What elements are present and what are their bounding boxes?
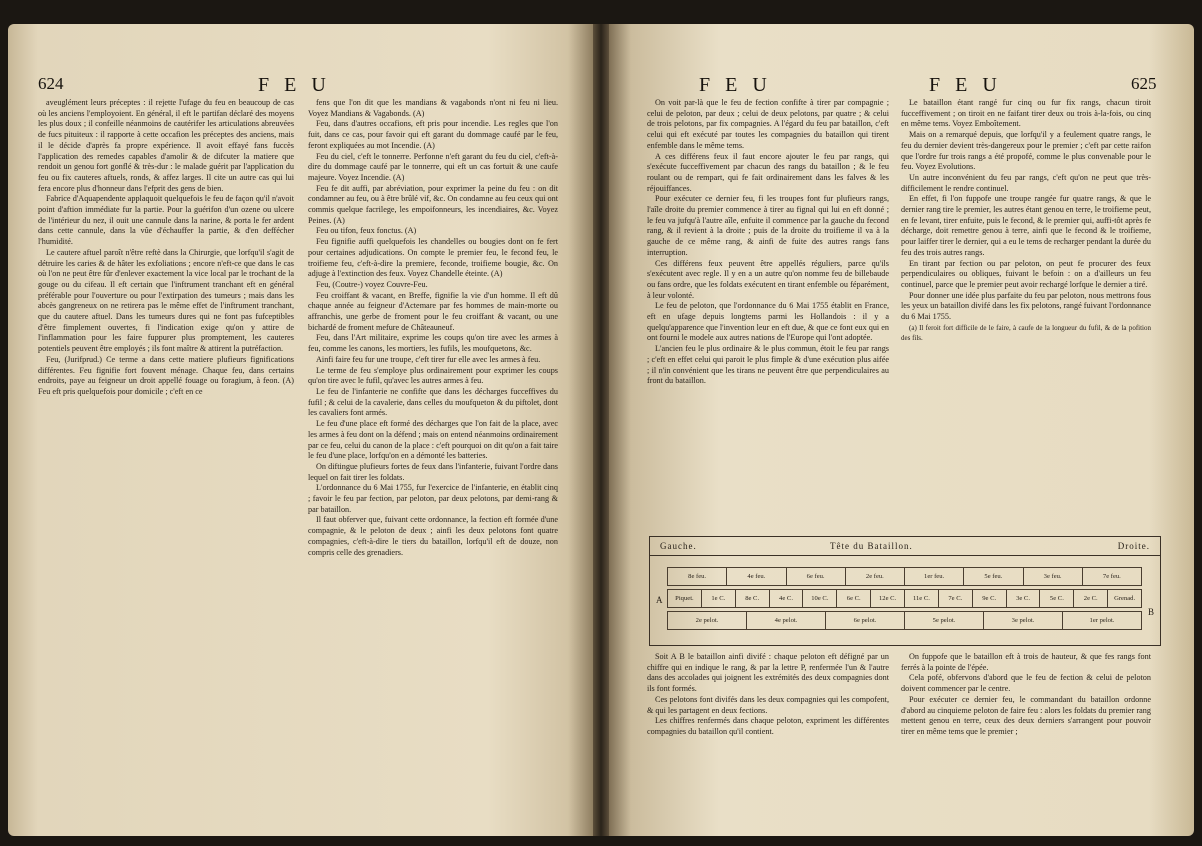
table-cell: 8e C. [735,589,770,608]
paragraph: Le feu d'une place eft formé des décharges que l'on fait de la place, avec les armes à feu dont on la défend ; mais on entend néanmoins ordinairement par ce feu, celui du canon de la place : c'eft pourquoi on dit qu'on a fait taire le feu d'une place, lorfqu'on en a démonté les batteries. [308,419,558,461]
running-title: F E U [699,74,772,96]
paragraph: Feu, dans l'Art militaire, exprime les coups qu'on tire avec les armes à feu, comme les canons, les mortiers, les fufils, les moufquetons, &c. [308,333,558,354]
table-cell: 12e C. [870,589,905,608]
table-cell: 7e C. [938,589,973,608]
table-caption-right: Droite. [1117,541,1150,551]
table-cell: 5e pelot. [904,611,984,630]
table-cell: Piquet. [667,589,702,608]
paragraph: A ces différens feux il faut encore ajouter le feu par rangs, qui s'exécute fucceffivement par chacun des rangs du bataillon ; & le feu roulant ou de rempart, qui fe fait ordinairement dans les falves & les réjouiffances. [647,151,889,193]
paragraph: Le terme de feu s'employe plus ordinairement pour exprimer les coups qu'on tire avec le fufil, qu'avec les autres armes à feu. [308,365,558,386]
paragraph: Soit A B le bataillon ainfi divifé : chaque peloton eft défigné par un chiffre qui en indique le rang, & par la lettre P, renfermée l'un & l'autre dans des accolades qui joignent les extrémités des deux compagnies dont ils font formés. [647,652,889,694]
table-cell: 7e feu. [1082,567,1142,586]
text-column-1 [38,98,294,818]
page-number: 624 [38,74,64,93]
table-cell: 3e pelot. [983,611,1063,630]
paragraph: Feu, (Jurifprud.) Ce terme a dans cette matiere plufieurs fignifications différentes. Feu fignifie fort fouvent ménage. Chaque feu, dans certains endroits, paye au feigneur un droit appellé fouage ou foragium, à feon. (A) Feu eft pris quelquefois pour domicile ; c'eft en ce [38,354,294,396]
table-side-label-a: A [656,595,663,605]
right-page [609,24,1194,836]
paragraph: Il faut obferver que, fuivant cette ordonnance, la fection eft formée d'une compagnie, & le peloton de deux ; ainfi les deux pelotons font quatre compagnies, c'eft-à-dire le tiers du bataillon, lorfqu'il eft de douze, non compris celle des grenadiers. [308,515,558,557]
paragraph: Feu fe dit auffi, par abréviation, pour exprimer la peine du feu : on dit condamner au feu, ou à être brûlé vif, &c. On condamne au feu ceux qui ont commis quelque facrilege, les empoifonneurs, les incendiaires, &c. Voyez Peines. (A) [308,183,558,225]
table-cell: 9e C. [972,589,1007,608]
paragraph: Ces pelotons font divifés dans les deux compagnies qui les compofent, & qui les partagent en deux fections. [647,694,889,715]
text-column-6 [901,652,1151,824]
table-cell: 8e feu. [667,567,727,586]
paragraph: Feu croiffant & vacant, en Breffe, fignifie la vie d'un homme. Il eft dû chaque année au feigneur d'Actemare par fes hommes de main-morte ou affranchis, une gerbe de froment pour le feu croiffant & vacant, ou une bichardé de froment mefure de Châteauneuf. [308,290,558,332]
paragraph: Le cautere aftuel paroît n'être reftè dans la Chirurgie, que lorfqu'il s'agit de détruire les caries & de hâter les exfoliations ; encore n'eft-ce que dans le cas où l'on ne peut être fûr d'enlever exactement la vice local par le trochant de la gouge ou du cifeau. Il eft certain que l'inftrument tranchant eft en général préférable pour l'ouverture ou pour l'extirpation des tumeurs ; mais dans les abcès gangreneux on ne retirera pas le même effet de l'inftrument tranchant, que du cautere aftuel. Dans les tumeurs dures qui ne font pas fufceptibles d'être fimplement ouvertes, fi l'indication exige qu'on y attire de l'inflammation pour les faire fuppurer plus promptement, les cauteres potentiels peuvent être employés ; ils font maître & attirent la putréfaction. [38,247,294,354]
paragraph: Un autre inconvénient du feu par rangs, c'eft qu'on ne peut que très-difficilement le rendre continuel. [901,172,1151,193]
text-column-2 [308,98,558,818]
paragraph: En tirant par fection ou par peloton, on peut fe procurer des feux perpendiculaires ou obliques, fuivant le befoin : on a d'ailleurs un feu continuel, parce que le premier peut avoir rechargé lorfque le dernier a tiré. [901,258,1151,289]
table-cell: 4e C. [769,589,804,608]
table-caption-left: Gauche. [660,541,697,551]
table-cell: 6e C. [836,589,871,608]
page-number: 625 [1131,74,1157,93]
paragraph: Feu du ciel, c'eft le tonnerre. Perfonne n'eft garant du feu du ciel, c'eft-à-dire du dommage caufé par le tonnerre, qui eft un cas fortuit & une caufe majeure. Voyez Incendie. (A) [308,151,558,182]
paragraph: Cela pofé, obfervons d'abord que le feu de fection & celui de peloton doivent commencer par le centre. [901,673,1151,694]
table-cell: 5e C. [1039,589,1074,608]
text-column-3 [647,98,889,524]
table-cell: 1er pelot. [1062,611,1142,630]
table-cell: 4e feu. [726,567,786,586]
table-cell: 1e C. [701,589,736,608]
paragraph: Feu, (Coutre-) voyez Couvre-Feu. [316,279,428,289]
paragraph: L'ancien feu le plus ordinaire & le plus commun, étoit le feu par rangs ; c'eft en effet celui qui paroit le plus fimple & d'une exécution plus aifée ; il n'in convénient que les tirans ne peuvent être que perpendiculaires au front du bataillon. [647,344,889,386]
paragraph: Ces différens feux peuvent être appellés réguliers, parce qu'ils s'exécutent avec regle. Il y en a un autre qu'on nomme feu de billebaude ou fans ordre, que les foldats exécutent en tirant enfemble ou féparément, à leur volonté. [647,258,889,300]
table-caption-center: Tête du Bataillon. [830,541,913,551]
table-cell: 10e C. [802,589,837,608]
paragraph: Pour donner une idée plus parfaite du feu par peloton, nous mettrons fous les yeux un bataillon divifé dans les fix pelotons, rangé fuivant l'ordonnance du 6 Mai 1755. [901,290,1151,322]
paragraph: En effet, fi l'on fuppofe une troupe rangée fur quatre rangs, & que le dernier rang tire le premier, les autres étant genou en terre, le troifieme peut, en fe levant, tirer enfuite, puis le fecond, & le premier qui, auffi-tôt après fe décharge, doit remettre genou à terre, ainfi que le fecond & le troifieme, pour laiffer tirer le dernier, qui a eu le tems de recharger pendant la durée du feu des trois autres rangs. [901,194,1151,257]
paragraph: Feu, dans d'autres occafions, eft pris pour incendie. Les regles que l'on fuit, dans ce cas, pour favoir qui eft garant du dommage caufé par le feu, feront expliquées au mot Incendie. (A) [308,119,558,150]
paragraph: fens que l'on dit que les mandians & vagabonds n'ont ni feu ni lieu. Voyez Mandians & Vagabonds. (A) [308,98,558,118]
paragraph: Pour exécuter ce dernier feu, le commandant du bataillon ordonne d'abord au cinquieme peloton de faire feu : alors les foldats du premier rang mettent genou en terre, ceux des deux derniers s'arrangent pour pouvoir tirer en même tems que le premier ; [901,694,1151,736]
table-row-pelotons [668,611,1142,630]
table-cell: 6e pelot. [825,611,905,630]
paragraph: Mais on a remarqué depuis, que lorfqu'il y a feulement quatre rangs, le feu du dernier devient très-dangereux pour le premier ; c'eft par cette raifon que l'ordre fur trois rangs a été propofé, comme le plus convenable pour le feu. Voyez Evolutions. [901,130,1151,172]
table-cell: 2e feu. [845,567,905,586]
paragraph: Pour exécuter ce dernier feu, fi les troupes font fur plufieurs rangs, l'aîle droite du premier commence à tirer au fignal qui lui en eft donné ; le feu va jufqu'à l'autre aîle, enfuite il commence par la gauche du fecond rang, & il revient à la droite ; puis de la droite du troifieme il va à la gauche de ce même rang, & ainfi de fuite des autres rangs fans interruption. [647,194,889,257]
table-cell: 11e C. [904,589,939,608]
table-cell: 1er feu. [904,567,964,586]
footnote: (a) Il feroit fort difficile de le faire, à caufe de la longueur du fufil, & de la pofition des fils. [901,323,1151,343]
text-column-5 [647,652,889,824]
text-column-4 [901,98,1151,524]
paragraph: Fabrice d'Aquapendente applaquoit quelquefois le feu de façon qu'il n'avoit point d'aftion immédiate fur la partie. Pour la guérifon d'un ozene ou ulcere de l'intérieur du nez, il ouit une cannule dans la narine, & porta le fer ardent dans cette cannule, dans la vûe d'échauffer la partie, & d'en deffécher l'humidité. [38,194,294,247]
paragraph: Le bataillon étant rangé fur cinq ou fur fix rangs, chacun tiroit fucceffivement ; on tiroit en ne faifant tirer deux ou trois à-la-fois, ou cinq en même tems. Voyez Emboîtement. [901,98,1151,129]
table-cell: 4e pelot. [746,611,826,630]
running-title-repeat: F E U [929,74,1002,96]
paragraph: L'ordonnance du 6 Mai 1755, fur l'exercice de l'infanterie, en établit cinq ; favoir le feu par fection, par peloton, par deux pelotons, par demi-rang & par bataillon. [308,483,558,514]
paragraph: Le feu de l'infanterie ne confifte que dans les décharges fucceffives du fufil ; & celui de la cavalerie, dans celles du moufqueton & du piftolet, dont les cavaliers font armés. [308,386,558,418]
paragraph: Feu fignifie auffi quelquefois les chandelles ou bougies dont on fe fert pour certaines adjudications. On compte le premier feu, le fecond feu, le troifieme feu, c'eft-à-dire la premiere, feconde, troifieme bougie, &c. On adjuge à l'extinction des feux. Voyez Chandelle éteinte. (A) [308,237,558,279]
table-row-companies [668,589,1142,608]
paragraph: Feu ou tifon, feux fonctus. (A) [316,226,417,236]
paragraph: On voit par-là que le feu de fection confifte à tirer par compagnie ; celui de peloton, par deux ; celui de deux pelotons, par quatre ; & celui de trois pelotons, par fix compagnies. A l'égard du feu par bataillon, c'eft celui qui eft exécuté par toutes les compagnies du bataillon qui tirent enfemble dans le même tems. [647,98,889,150]
paragraph: Ainfi faire feu fur une troupe, c'eft tirer fur elle avec les armes à feu. [316,354,541,364]
paragraph: aveuglément leurs préceptes : il rejette l'ufage du feu en beaucoup de cas où les anciens l'employoient. En général, il eft le partifan déclaré des moyens les plus doux ; il confeille néanmoins de cautérifer les articulations abreuvées de fucs pituiteux : il rapporte à cette occafion les préceptes des anciens, mais il le décide d'après fa propre expérience. Il avoit effayé fans fuccès l'application des remedes capables d'amolir & de difcuter la matiere que rendoit un genou fort gonflé & très-dur : le malade guérit par l'application du feu ou fix cauteres aftuels, ronds, & affez larges. Il cite un autre cas qui lui fera encore plus d'honneur dans l'efprit des gens de bien. [38,98,294,193]
paragraph: On diftingue plufieurs fortes de feux dans l'infanterie, fuivant l'ordre dans lequel on fait tirer les foldats. [308,461,558,482]
table-cell: 3e C. [1006,589,1041,608]
running-title: F E U [258,74,331,96]
table-divider [650,555,1160,556]
book-gutter [593,24,609,836]
table-cell: 3e feu. [1023,567,1083,586]
table-side-label-b: B [1147,607,1154,617]
paragraph: On fuppofe que le bataillon eft à trois de hauteur, & que fes rangs font ferrés à la pointe de l'épée. [901,652,1151,672]
paragraph: Le feu de peloton, que l'ordonnance du 6 Mai 1755 établit en France, eft en ufage depuis longtems parmi les Hollandois : il y a quelqu'apparence que l'invention leur en eft due, & que ce font eux qui en ont fourni le modele aux autres nations de l'Europe qui l'ont adoptée. [647,301,889,343]
paragraph: Les chiffres renfermés dans chaque peloton, expriment les différentes compagnies du bataillon qu'il contient. [647,716,889,736]
table-cell: Grenad. [1107,589,1142,608]
table-cell: 2e pelot. [667,611,747,630]
table-cell: 6e feu. [786,567,846,586]
table-row-fire-order [668,567,1142,586]
table-cell: 5e feu. [963,567,1023,586]
left-page [8,24,593,836]
book-spread [8,24,1194,839]
table-cell: 2e C. [1073,589,1108,608]
battalion-table [649,536,1161,646]
